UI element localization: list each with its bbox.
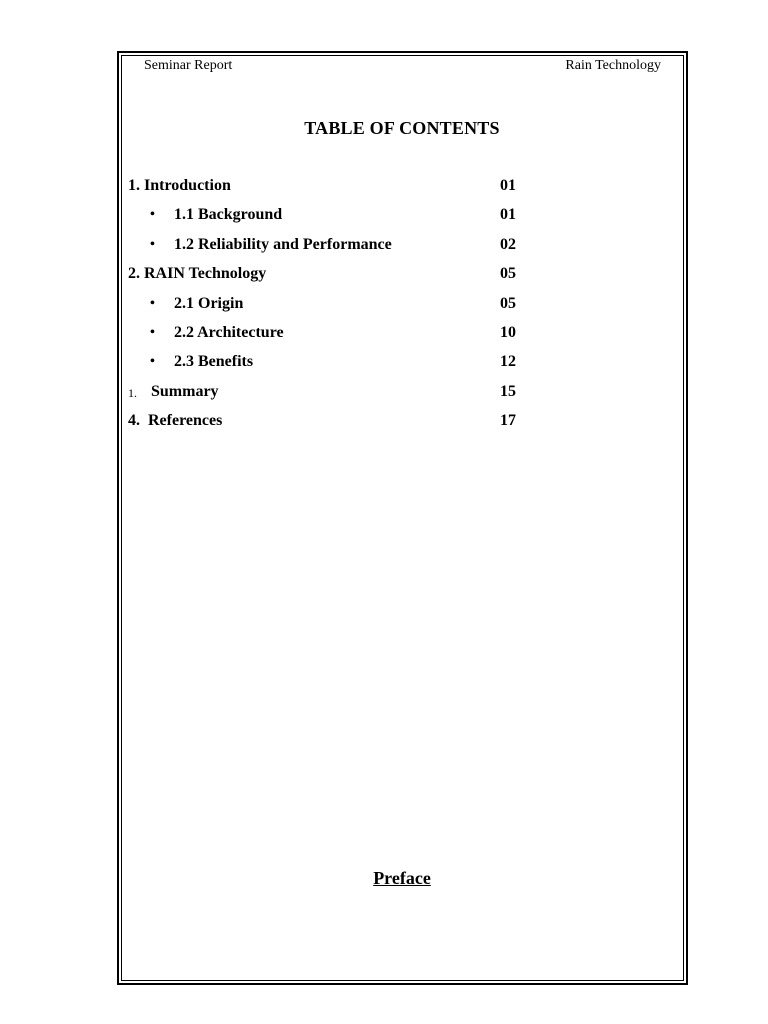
toc-entry-label: 2.3 Benefits xyxy=(174,353,254,371)
toc-entry-page: 01 xyxy=(500,177,516,194)
toc-entry-rain-technology xyxy=(128,263,528,292)
toc-entry-label: 2. RAIN Technology xyxy=(128,265,267,283)
preface-heading: Preface xyxy=(373,868,431,888)
toc-title: TABLE OF CONTENTS xyxy=(304,118,500,138)
toc-entry-summary xyxy=(128,381,528,410)
toc-entry-page: 05 xyxy=(500,294,516,312)
toc-entry-background xyxy=(128,204,528,233)
toc-entry-architecture xyxy=(128,322,528,351)
bullet-icon: • xyxy=(150,207,155,223)
bullet-icon: • xyxy=(150,295,155,311)
toc-entry-page: 05 xyxy=(500,265,516,283)
toc-entry-page: 01 xyxy=(500,206,516,224)
toc-entry-page: 10 xyxy=(500,323,516,341)
header-left-text: Seminar Report xyxy=(144,58,233,73)
toc-entry-page: 12 xyxy=(500,353,516,371)
toc-entry-origin xyxy=(128,293,528,322)
bullet-icon: • xyxy=(150,354,155,370)
toc-entry-references xyxy=(128,410,528,439)
toc-entry-label: 1. Introduction xyxy=(128,177,231,194)
toc-entry-label: Summary xyxy=(151,382,219,400)
toc-entry-number: 1. xyxy=(128,385,137,400)
toc-entry-label: 1.1 Background xyxy=(174,206,283,224)
toc-entry-label: 2.2 Architecture xyxy=(174,323,284,341)
toc-entry-label: 1.2 Reliability and Performance xyxy=(174,235,392,253)
header-right-text: Rain Technology xyxy=(565,58,661,73)
toc-entry-page: 17 xyxy=(500,412,516,430)
toc-entry-reliability xyxy=(128,234,528,263)
toc-entry-page: 02 xyxy=(500,235,516,253)
toc-entry-page: 15 xyxy=(500,382,516,400)
toc-entry-label: 4. References xyxy=(128,412,223,430)
bullet-icon: • xyxy=(150,324,155,340)
toc-entry-label: 2.1 Origin xyxy=(174,294,244,312)
toc-entry-benefits xyxy=(128,351,528,380)
toc-entry-introduction xyxy=(128,175,528,204)
table-of-contents xyxy=(128,175,528,440)
bullet-icon: • xyxy=(150,236,155,252)
